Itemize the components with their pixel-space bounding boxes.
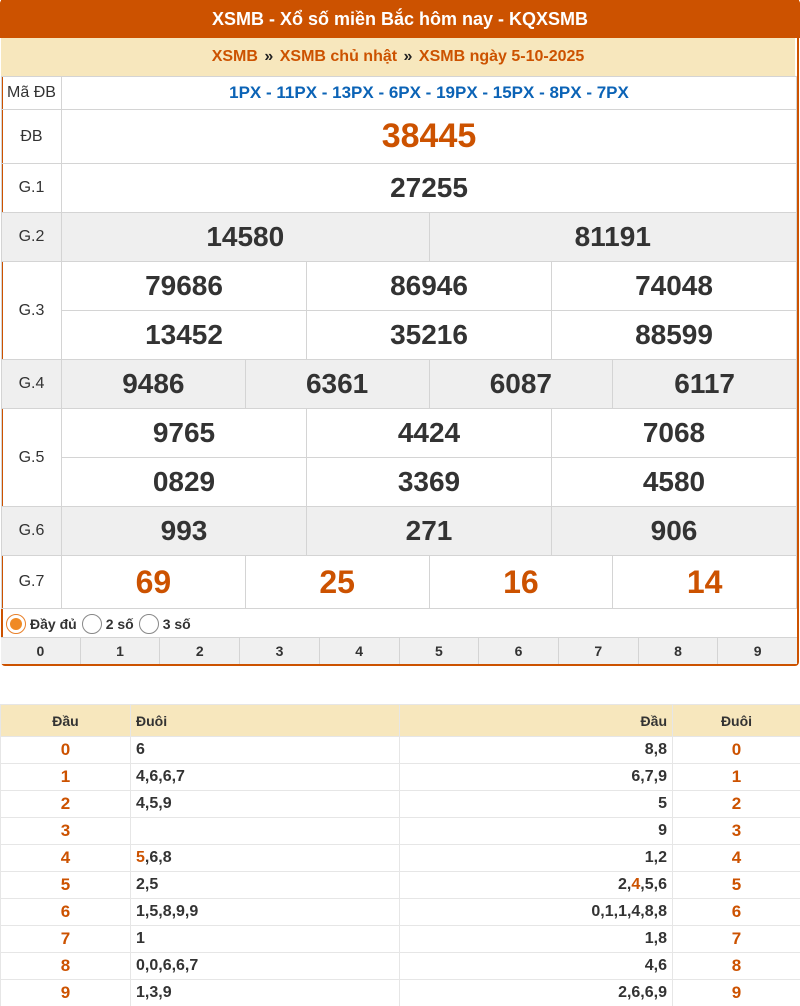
duoi-digit-cell: 8 (673, 953, 800, 980)
g7-label: G.7 (2, 556, 62, 609)
dau-cell: 3 (1, 818, 131, 845)
g6-label: G.6 (2, 507, 62, 556)
dau-list-cell: 5 (400, 791, 673, 818)
dau-cell: 5 (1, 872, 131, 899)
breadcrumb (1, 38, 795, 76)
dau-list-cell: 1,8 (400, 926, 673, 953)
dau-cell: 9 (1, 980, 131, 1006)
g3-number: 86946 (307, 262, 552, 311)
header-dau: Đầu (1, 705, 131, 737)
dau-list-cell: 4,6 (400, 953, 673, 980)
duoi-digit-cell: 0 (673, 737, 800, 764)
g5-number: 3369 (307, 458, 552, 507)
g3-number: 74048 (552, 262, 797, 311)
special-digit: 4 (631, 876, 641, 893)
table-row (1, 764, 800, 791)
g4-number: 6117 (613, 360, 797, 409)
header-dau-right: Đầu (400, 705, 673, 737)
duoi-digit-cell: 7 (673, 926, 800, 953)
special-digit: 5 (136, 849, 145, 866)
g6-row (2, 507, 797, 556)
option-3-digits-label: 3 số (162, 615, 191, 632)
g2-row (2, 213, 797, 262)
g3-number: 13452 (62, 311, 307, 360)
ma-db-label: Mã ĐB (2, 77, 62, 110)
table-row (1, 899, 800, 926)
digit-filter-1[interactable]: 1 (81, 638, 161, 664)
page-title: XSMB - Xổ số miền Bắc hôm nay - KQXSMB (0, 0, 800, 38)
duoi-cell: 5,6,8 (131, 845, 400, 872)
g5-number: 4580 (552, 458, 797, 507)
option-full[interactable] (3, 614, 77, 634)
dau-cell: 8 (1, 953, 131, 980)
g5-number: 9765 (62, 409, 307, 458)
g3-row (2, 311, 797, 360)
dau-list-cell: 8,8 (400, 737, 673, 764)
g4-number: 6361 (245, 360, 429, 409)
table-row (1, 980, 800, 1006)
g2-label: G.2 (2, 213, 62, 262)
g2-number: 14580 (62, 213, 430, 262)
breadcrumb-xsmb-sunday[interactable]: XSMB chủ nhật (279, 48, 398, 65)
duoi-cell: 4,5,9 (131, 791, 400, 818)
option-2-digits[interactable] (79, 614, 134, 634)
duoi-cell: 1,5,8,9,9 (131, 899, 400, 926)
duoi-cell: 6 (131, 737, 400, 764)
g1-number: 27255 (62, 164, 797, 213)
header-duoi: Đuôi (131, 705, 400, 737)
digit-filter-bar (1, 637, 797, 664)
digit-filter-4[interactable]: 4 (320, 638, 400, 664)
digit-filter-0[interactable]: 0 (1, 638, 81, 664)
dau-cell: 1 (1, 764, 131, 791)
db-label: ĐB (2, 110, 62, 164)
g3-number: 88599 (552, 311, 797, 360)
g5-row (2, 458, 797, 507)
table-row (1, 818, 800, 845)
dau-cell: 0 (1, 737, 131, 764)
db-row (2, 110, 797, 164)
g6-number: 906 (552, 507, 797, 556)
duoi-digit-cell: 1 (673, 764, 800, 791)
dau-list-cell: 1,2 (400, 845, 673, 872)
dau-list-cell: 0,1,1,4,8,8 (400, 899, 673, 926)
dau-list-cell: 9 (400, 818, 673, 845)
g3-row (2, 262, 797, 311)
breadcrumb-xsmb[interactable]: XSMB (211, 48, 258, 65)
g5-number: 4424 (307, 409, 552, 458)
g4-label: G.4 (2, 360, 62, 409)
g3-number: 79686 (62, 262, 307, 311)
duoi-digit-cell: 3 (673, 818, 800, 845)
radio-icon[interactable] (139, 614, 159, 634)
g5-label: G.5 (2, 409, 62, 507)
digit-filter-6[interactable]: 6 (479, 638, 559, 664)
duoi-digit-cell: 5 (673, 872, 800, 899)
header-duoi-right: Đuôi (673, 705, 800, 737)
digit-filter-9[interactable]: 9 (718, 638, 797, 664)
option-2-digits-label: 2 số (105, 615, 134, 632)
radio-icon[interactable] (82, 614, 102, 634)
dau-list-cell: 2,4,5,6 (400, 872, 673, 899)
duoi-cell: 1 (131, 926, 400, 953)
display-options (3, 610, 797, 637)
duoi-digit-cell: 9 (673, 980, 800, 1006)
g7-row (2, 556, 797, 609)
db-prize-number: 38445 (62, 110, 797, 164)
option-full-label: Đầy đủ (30, 615, 77, 632)
duoi-digit-cell: 2 (673, 791, 800, 818)
table-row (1, 845, 800, 872)
dau-list-cell: 2,6,6,9 (400, 980, 673, 1006)
g5-number: 0829 (62, 458, 307, 507)
option-3-digits[interactable] (136, 614, 191, 634)
radio-selected-icon[interactable] (6, 614, 26, 634)
ma-db-row (2, 77, 797, 110)
g7-number: 14 (613, 556, 797, 609)
g1-label: G.1 (2, 164, 62, 213)
duoi-cell: 2,5 (131, 872, 400, 899)
table-row (1, 737, 800, 764)
g3-label: G.3 (2, 262, 62, 360)
breadcrumb-separator: » (264, 48, 274, 65)
g4-number: 9486 (62, 360, 246, 409)
duoi-cell: 1,3,9 (131, 980, 400, 1006)
g6-number: 993 (62, 507, 307, 556)
g4-row (2, 360, 797, 409)
results-table (1, 76, 797, 609)
g7-number: 69 (62, 556, 246, 609)
g6-number: 271 (307, 507, 552, 556)
duoi-digit-cell: 4 (673, 845, 800, 872)
breadcrumb-xsmb-date[interactable]: XSMB ngày 5-10-2025 (418, 48, 585, 65)
dau-cell: 2 (1, 791, 131, 818)
digit-filter-5[interactable]: 5 (400, 638, 480, 664)
dau-list-cell: 6,7,9 (400, 764, 673, 791)
table-row (1, 872, 800, 899)
duoi-cell: 0,0,6,6,7 (131, 953, 400, 980)
g4-number: 6087 (429, 360, 613, 409)
duoi-cell (131, 818, 400, 845)
table-row (1, 953, 800, 980)
breadcrumb-separator: » (403, 48, 413, 65)
table-row (1, 791, 800, 818)
g3-number: 35216 (307, 311, 552, 360)
dau-cell: 6 (1, 899, 131, 926)
g5-number: 7068 (552, 409, 797, 458)
table-row (1, 926, 800, 953)
dau-duoi-table (0, 704, 800, 1006)
duoi-digit-cell: 6 (673, 899, 800, 926)
dau-cell: 7 (1, 926, 131, 953)
g2-number: 81191 (429, 213, 797, 262)
digit-filter-8[interactable]: 8 (639, 638, 719, 664)
duoi-cell: 4,6,6,7 (131, 764, 400, 791)
g5-row (2, 409, 797, 458)
digit-filter-7[interactable]: 7 (559, 638, 639, 664)
dau-cell: 4 (1, 845, 131, 872)
dau-duoi-header (1, 705, 800, 737)
digit-filter-2[interactable]: 2 (160, 638, 240, 664)
g7-number: 16 (429, 556, 613, 609)
g1-row (2, 164, 797, 213)
g7-number: 25 (245, 556, 429, 609)
ma-db-value: 1PX - 11PX - 13PX - 6PX - 19PX - 15PX - 8PX - 7PX (62, 77, 797, 110)
dau-duoi-body (1, 737, 800, 1006)
digit-filter-3[interactable]: 3 (240, 638, 320, 664)
